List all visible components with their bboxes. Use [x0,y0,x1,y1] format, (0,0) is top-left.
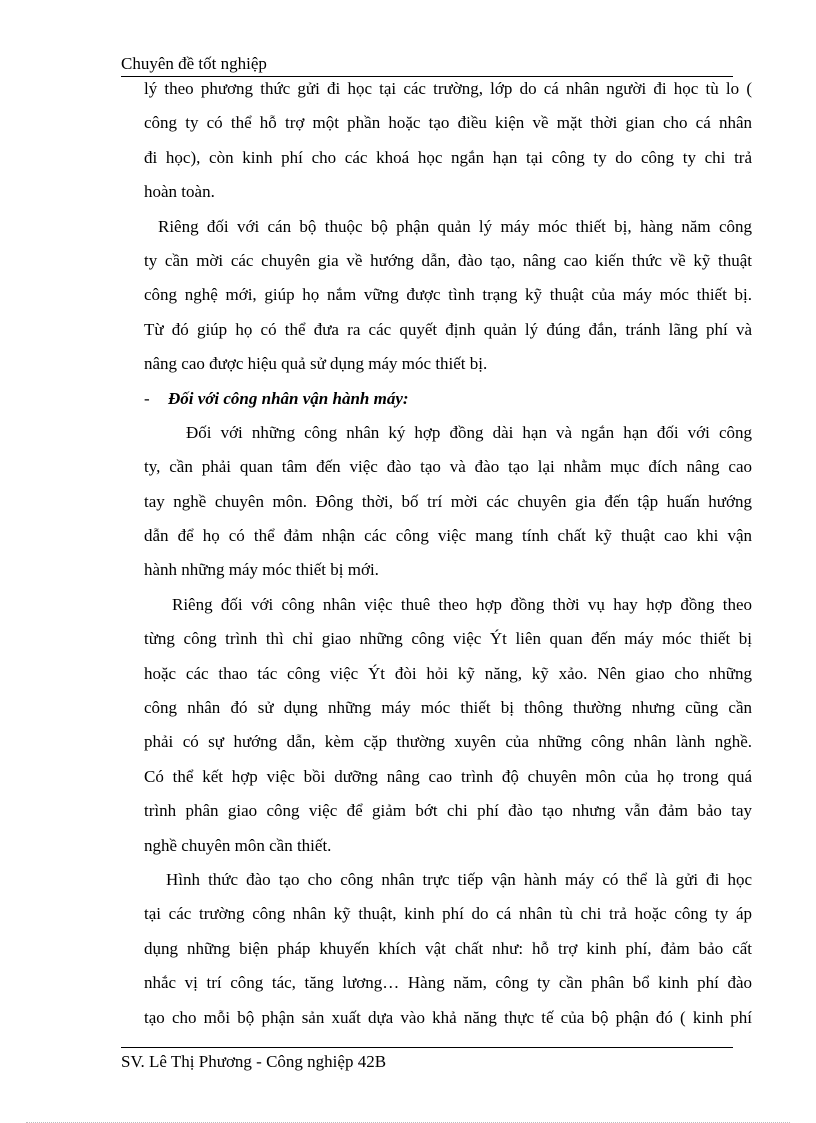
paragraph-5-line-2: tại các trường công nhân kỹ thuật, kinh phí do cá nhân tù chi trả hoặc công ty áp [144,904,752,924]
paragraph-2-line-5: nâng cao được hiệu quả sử dụng máy móc thiết bị. [144,354,488,374]
paragraph-2-line-2: ty cần mời các chuyên gia về hướng dẫn, đào tạo, nâng cao kiến thức về kỹ thuật [144,250,752,270]
paragraph-2-line-4: Từ đó giúp họ có thể đưa ra các quyết định quản lý đúng đắn, tránh lãng phí và [144,319,752,339]
paragraph-4-line-2: từng công trình thì chỉ giao những công việc Ýt liên quan đến máy móc thiết bị [144,629,752,649]
bullet-dash: - [144,388,150,408]
paragraph-4-line-5: phải có sự hướng dẫn, kèm cặp thường xuyên của những công nhân lành nghề. [144,732,752,752]
body-text [144,72,752,1035]
paragraph-4-line-7: trình phân giao công việc để giảm bớt chi phí đào tạo nhưng vẫn đảm bảo tay [144,801,752,821]
paragraph-3-line-5: hành những máy móc thiết bị mới. [144,560,379,580]
paragraph-1-line-2: công ty có thể hỗ trợ một phần hoặc tạo điều kiện về mặt thời gian cho cá nhân [144,113,752,133]
paragraph-5-line-3: dụng những biện pháp khuyến khích vật chất như: hỗ trợ kinh phí, đảm bảo cất [144,938,752,958]
paragraph-1-line-1: lý theo phương thức gửi đi học tại các trường, lớp do cá nhân người đi học tù lo ( [144,79,752,98]
bullet-heading [144,382,752,416]
paragraph-4-line-4: công nhân đó sử dụng những máy móc thiết bị thông thường nhưng cũng cần [144,698,752,718]
paragraph-5-line-1: Hình thức đào tạo cho công nhân trực tiếp vận hành máy có thể là gửi đi học [166,869,752,889]
paragraph-5-line-4: nhắc vị trí công tác, tăng lương… Hàng năm, công ty cần phân bổ kinh phí đào [144,973,752,993]
paragraph-3-line-2: ty, cần phải quan tâm đến việc đào tạo và đào tạo lại nhằm mục đích nâng cao [144,457,752,477]
paragraph-5-line-5: tạo cho mỗi bộ phận sản xuất dựa vào khả năng thực tế của bộ phận đó ( kinh phí [144,1007,752,1027]
page-footer-text: SV. Lê Thị Phương - Công nghiệp 42B [121,1052,387,1071]
paragraph-1-line-3: đi học), còn kinh phí cho các khoá học ngắn hạn tại công ty do công ty chi trả [144,147,752,167]
paragraph-4-line-3: hoặc các thao tác công việc Ýt đòi hỏi kỹ năng, kỹ xảo. Nên giao cho những [144,663,752,683]
page-header-title: Chuyên đề tốt nghiệp [121,54,267,73]
bullet-heading-text: Đối với công nhân vận hành máy: [168,388,409,408]
paragraph-2-line-3: công nghệ mới, giúp họ nắm vững được tình trạng kỹ thuật của máy móc thiết bị. [144,285,752,305]
footer-divider [121,1047,733,1048]
paragraph-2-line-1: Riêng đối với cán bộ thuộc bộ phận quản lý máy móc thiết bị, hàng năm công [158,216,752,236]
paragraph-1-line-4: hoàn toàn. [144,182,215,202]
paragraph-4-line-8: nghề chuyên môn cần thiết. [144,835,332,855]
paragraph-3-line-4: dẫn để họ có thể đảm nhận các công việc mang tính chất kỹ thuật cao khi vận [144,526,752,546]
paragraph-4-line-6: Có thể kết hợp việc bồi dưỡng nâng cao trình độ chuyên môn của họ trong quá [144,766,752,786]
paragraph-3-line-3: tay nghề chuyên môn. Đông thời, bố trí mời các chuyên gia đến tập huấn hướng [144,491,752,511]
paragraph-3-line-1: Đối với những công nhân ký hợp đồng dài hạn và ngắn hạn đối với công [186,422,752,442]
paragraph-4-line-1: Riêng đối với công nhân việc thuê theo hợp đồng thời vụ hay hợp đồng theo [172,594,752,614]
